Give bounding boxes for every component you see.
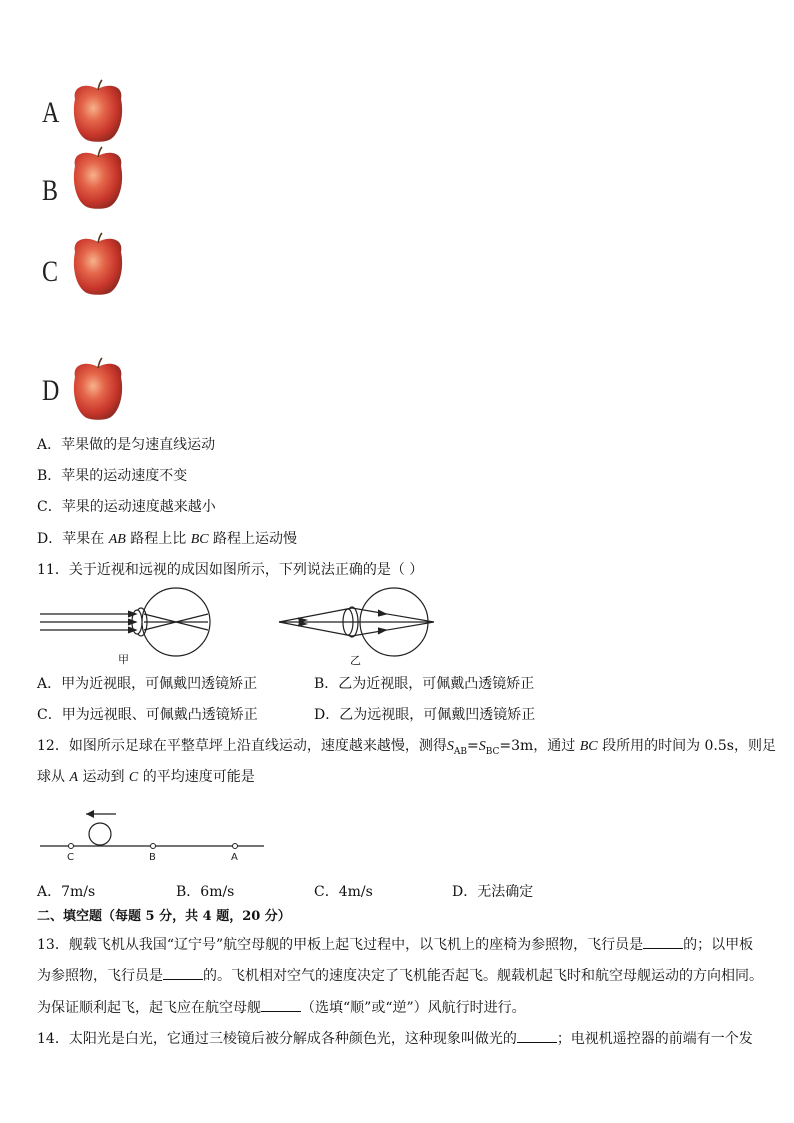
eye-label-right: 乙 <box>350 654 361 667</box>
apple-icon-a <box>74 80 122 142</box>
q13-line1: 13．舰载飞机从我国“辽宁号”航空母舰的甲板上起飞过程中，以飞机上的座椅为参照物，飞行员是 的；以甲板 <box>37 934 753 955</box>
section-heading: 二、填空题（每题 5 分，共 4 题，20 分） <box>37 909 291 924</box>
q13-blank-1[interactable] <box>643 934 683 949</box>
eye-diagram-left <box>40 588 210 656</box>
q10-option-a: A．苹果做的是匀速直线运动 <box>37 437 216 453</box>
q13-blank-2[interactable] <box>163 965 203 980</box>
q12-stem-line1: 12．如图所示足球在平整草坪上沿直线运动，速度越来越慢，测得$S_{AB}=S_{BC}=3m$，通过 BC 段所用的时间为 0.5s，则足 <box>37 738 776 757</box>
q12-option-a: A．7m/s <box>37 884 96 900</box>
football-diagram <box>36 804 276 864</box>
point-a <box>233 844 238 849</box>
q11-stem: 11．关于近视和远视的成因如图所示，下列说法正确的是（ ） <box>37 562 424 578</box>
eye-label-left: 甲 <box>118 653 129 666</box>
q10-option-d: D．苹果在 AB 路程上比 BC 路程上运动慢 <box>37 531 298 547</box>
q13-line3: 为保证顺利起飞，起飞应在航空母舰 （选填“顺”或“逆”）风航行时进行。 <box>37 997 526 1018</box>
apple-icon-c <box>74 233 122 295</box>
apple-label-a: A <box>42 96 60 129</box>
q14-blank-1[interactable] <box>517 1028 557 1043</box>
q10-option-c: C．苹果的运动速度越来越小 <box>37 499 216 515</box>
point-b-label: B <box>149 852 156 863</box>
eye-diagram-right <box>279 588 434 656</box>
point-c <box>69 844 74 849</box>
q13-blank-3[interactable] <box>261 997 301 1012</box>
q12-option-d: D．无法确定 <box>452 884 534 900</box>
point-a-label: A <box>231 852 238 863</box>
apple-label-b: B <box>42 174 59 207</box>
point-c-label: C <box>67 852 74 863</box>
apple-photos <box>0 0 794 430</box>
q14-line1: 14．太阳光是白光，它通过三棱镜后被分解成各种颜色光，这种现象叫做光的 ；电视机遥控器的前端有一个发 <box>37 1028 753 1049</box>
apple-icon-d <box>74 358 122 420</box>
q10-option-b: B．苹果的运动速度不变 <box>37 468 188 484</box>
q11-option-c: C．甲为远视眼、可佩戴凸透镜矫正 <box>37 707 258 723</box>
eye-diagram <box>36 584 446 670</box>
q13-line2: 为参照物，飞行员是 的。飞机相对空气的速度决定了飞机能否起飞。舰载机起飞时和航空母舰运动的方向相同。 <box>37 965 763 986</box>
apple-label-c: C <box>42 255 59 288</box>
q12-option-c: C．4m/s <box>314 884 373 900</box>
arrow-left-icon <box>86 810 94 818</box>
q11-option-a: A．甲为近视眼，可佩戴凹透镜矫正 <box>37 676 258 692</box>
q11-option-b: B．乙为近视眼，可佩戴凸透镜矫正 <box>314 676 535 692</box>
point-b <box>151 844 156 849</box>
q12-option-b: B．6m/s <box>176 884 235 900</box>
football-icon <box>89 823 111 845</box>
q11-option-d: D．乙为远视眼，可佩戴凹透镜矫正 <box>314 707 536 723</box>
apple-icon-b <box>74 147 122 209</box>
apple-label-d: D <box>42 374 60 407</box>
q12-stem-line2: 球从 A 运动到 C 的平均速度可能是 <box>37 769 255 785</box>
